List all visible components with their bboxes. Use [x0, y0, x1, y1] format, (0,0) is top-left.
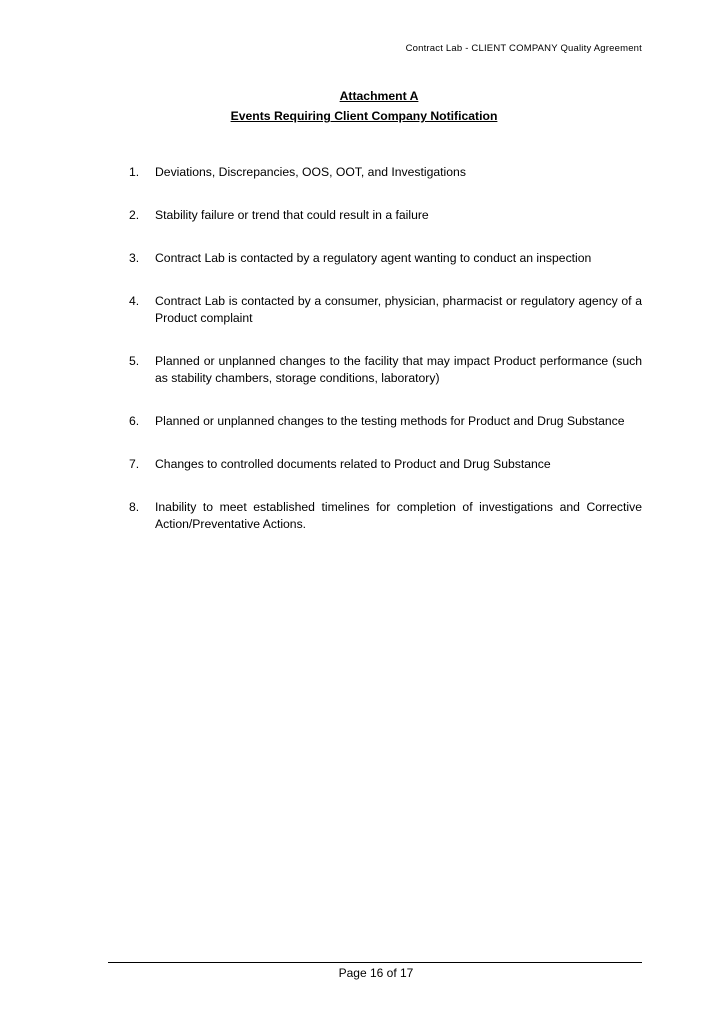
list-item	[129, 499, 642, 533]
title-block	[0, 86, 728, 126]
list-item-number: 4.	[129, 294, 140, 308]
running-header: Contract Lab - CLIENT COMPANY Quality Agreement	[405, 43, 642, 54]
list-item-text: Changes to controlled documents related to Product and Drug Substance	[155, 457, 551, 471]
list-item-number: 8.	[129, 500, 140, 514]
list-item-number: 7.	[129, 457, 140, 471]
list-item	[129, 456, 642, 473]
list-item	[129, 207, 642, 224]
list-item-text: Planned or unplanned changes to the facility that may impact Product performance (such as stability chambers, storage conditions, laboratory)	[155, 354, 642, 385]
list-item-number: 1.	[129, 165, 140, 179]
list-item-text: Planned or unplanned changes to the testing methods for Product and Drug Substance	[155, 414, 625, 428]
attachment-title: Attachment A	[339, 89, 419, 103]
event-list	[129, 164, 642, 559]
list-item-text: Contract Lab is contacted by a regulatory agent wanting to conduct an inspection	[155, 251, 592, 265]
list-item	[129, 293, 642, 327]
list-item-text: Inability to meet established timelines for completion of investigations and Corrective Action/Preventative Actions.	[155, 500, 642, 531]
list-item	[129, 413, 642, 430]
list-item-text: Stability failure or trend that could result in a failure	[155, 208, 429, 222]
list-item	[129, 353, 642, 387]
list-item	[129, 250, 642, 267]
list-item-number: 2.	[129, 208, 140, 222]
list-item-text: Contract Lab is contacted by a consumer, physician, pharmacist or regulatory agency of a Product complaint	[155, 294, 642, 325]
list-item-number: 5.	[129, 354, 140, 368]
list-item-number: 3.	[129, 251, 140, 265]
list-item	[129, 164, 642, 181]
footer-divider	[108, 962, 642, 963]
list-item-text: Deviations, Discrepancies, OOS, OOT, and Investigations	[155, 165, 466, 179]
list-item-number: 6.	[129, 414, 140, 428]
attachment-subtitle: Events Requiring Client Company Notification	[230, 109, 498, 123]
page-number: Page 16 of 17	[338, 966, 414, 980]
